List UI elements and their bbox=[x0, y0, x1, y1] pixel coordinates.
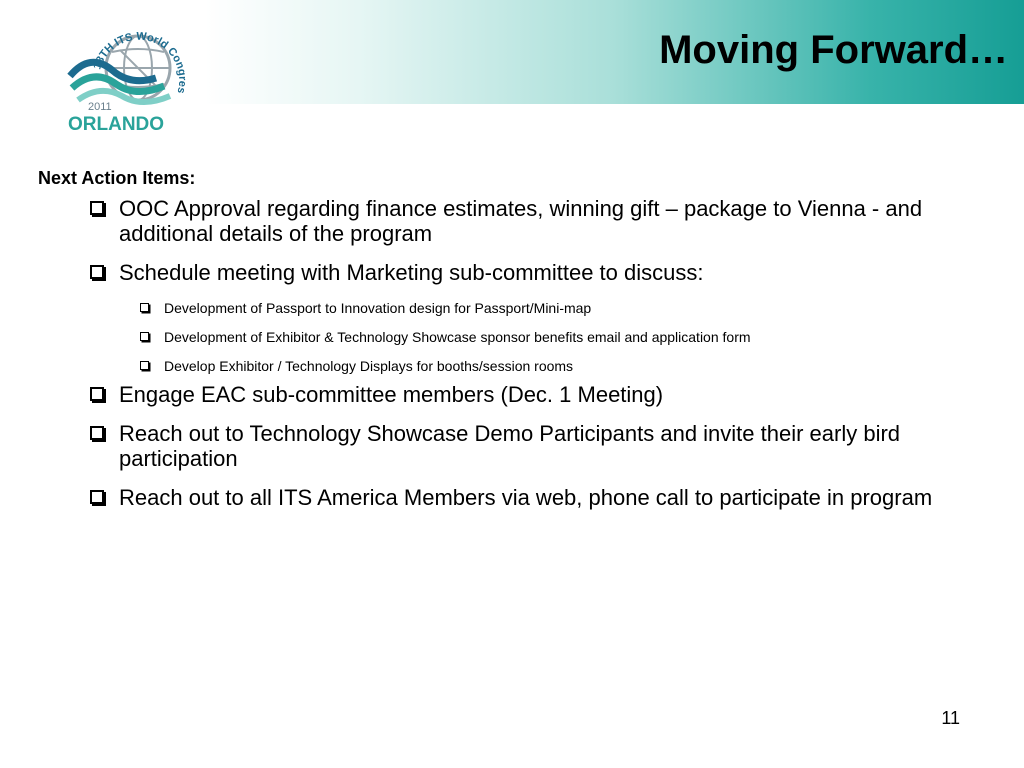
action-item-text: Schedule meeting with Marketing sub-committee to discuss: bbox=[119, 260, 704, 285]
logo-year: 2011 bbox=[88, 101, 112, 113]
sub-item bbox=[88, 328, 988, 346]
checkbox-bullet-icon bbox=[140, 361, 149, 370]
checkbox-bullet-icon bbox=[90, 201, 104, 215]
action-item bbox=[88, 382, 988, 407]
checkbox-bullet-icon bbox=[90, 265, 104, 279]
sub-item-text: Develop Exhibitor / Technology Displays for booths/session rooms bbox=[164, 358, 574, 374]
checkbox-bullet-icon bbox=[90, 426, 104, 440]
sub-item-text: Development of Passport to Innovation design for Passport/Mini-map bbox=[164, 300, 592, 316]
logo-city: ORLANDO bbox=[68, 114, 165, 135]
action-item bbox=[88, 196, 988, 246]
action-item-text: Engage EAC sub-committee members (Dec. 1 Meeting) bbox=[119, 382, 664, 407]
checkbox-bullet-icon bbox=[90, 387, 104, 401]
section-heading: Next Action Items: bbox=[38, 168, 196, 188]
logo-arc-text: 18TH ITS World Congres bbox=[91, 30, 189, 95]
action-item-text: Reach out to all ITS America Members via web, phone call to participate in program bbox=[119, 485, 933, 510]
action-item bbox=[88, 260, 988, 285]
sub-item bbox=[88, 299, 988, 317]
action-item-text: OOC Approval regarding finance estimates, winning gift – package to Vienna - and additional details of the program bbox=[119, 196, 923, 246]
checkbox-bullet-icon bbox=[140, 332, 149, 341]
sub-item-text: Development of Exhibitor & Technology Showcase sponsor benefits email and application form bbox=[164, 329, 751, 345]
checkbox-bullet-icon bbox=[140, 303, 149, 312]
action-items-list bbox=[88, 196, 988, 524]
checkbox-bullet-icon bbox=[90, 490, 104, 504]
slide-title: Moving Forward… bbox=[659, 28, 1008, 72]
sub-items-list bbox=[88, 299, 988, 375]
page-number: 11 bbox=[941, 708, 960, 728]
its-world-congress-logo bbox=[60, 12, 200, 136]
sub-item bbox=[88, 357, 988, 375]
action-item bbox=[88, 421, 988, 471]
action-item-text: Reach out to Technology Showcase Demo Participants and invite their early bird participation bbox=[119, 421, 901, 471]
action-item bbox=[88, 485, 988, 510]
